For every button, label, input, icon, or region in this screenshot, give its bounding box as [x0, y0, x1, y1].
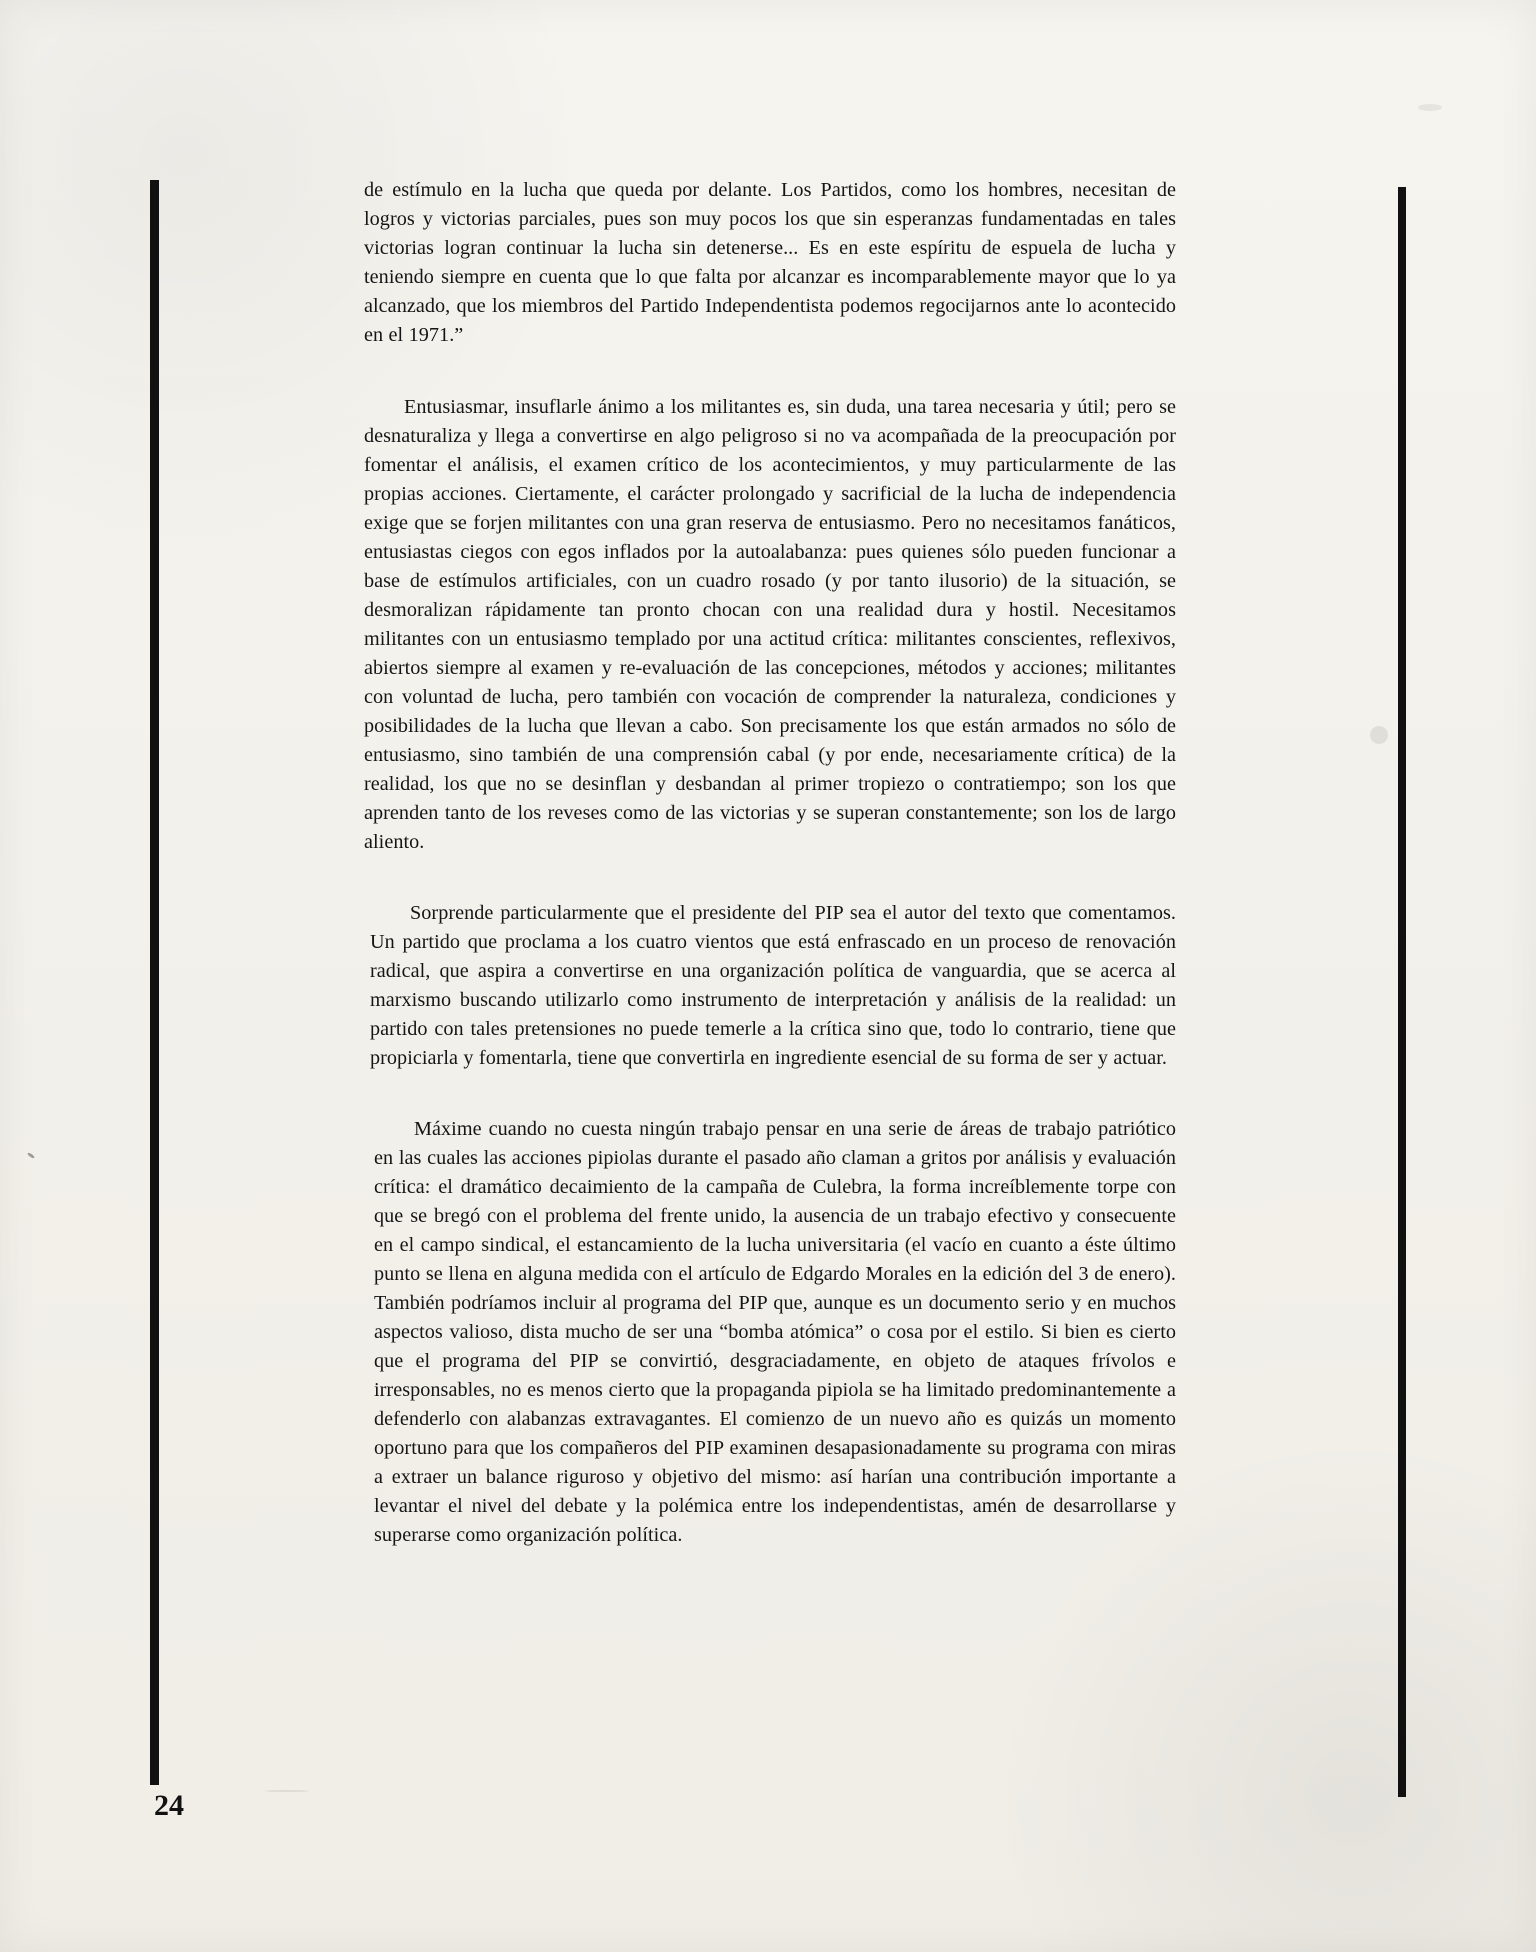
- paragraph-4: Máxime cuando no cuesta ningún trabajo pensar en una serie de áreas de trabajo patriótico en las cuales las acciones pipiolas durante el pasado año claman a gritos por análisis y evaluación crítica: el dramático decaimiento de la campaña de Culebra, la forma increíblemente torpe con que se bregó con el problema del frente unido, la ausencia de un trabajo efectivo y consecuente en el campo sindical, el estancamiento de la lucha universitaria (el vacío en cuanto a éste último punto se llena en alguna medida con el artículo de Edgardo Morales en la edición del 3 de enero). También podríamos incluir al programa del PIP que, aunque es un documento serio y en muchos aspectos valioso, dista mucho de ser una “bomba atómica” o cosa por el estilo. Si bien es cierto que el programa del PIP se convirtió, desgraciadamente, en objeto de ataques frívolos e irresponsables, no es menos cierto que la propaganda pipiola se ha limitado predominantemente a defenderlo con alabanzas extravagantes. El comienzo de un nuevo año es quizás un momento oportuno para que los compañeros del PIP examinen desapasionadamente su programa con miras a extraer un balance riguroso y objetivo del mismo: así harían una contribución importante a levantar el nivel del debate y la polémica entre los independentistas, amén de desarrollarse y superarse como organización política.: [374, 1118, 1176, 1546]
- scan-speck: [1370, 726, 1388, 744]
- paragraph-3: Sorprende particularmente que el presidente del PIP sea el autor del texto que comentamos. Un partido que proclama a los cuatro vientos que está enfrascado en un proceso de renovación radical, que aspira a convertirse en una organización política de vanguardia, que se acerca al marxismo buscando utilizarlo como instrumento de interpretación y análisis de la realidad: un partido con tales pretensiones no puede temerle a la crítica sino que, todo lo contrario, tiene que propiciarla y fomentarla, tiene que convertirla en ingrediente esencial de su forma de ser y actuar.: [370, 902, 1176, 1069]
- scan-speck: [27, 1152, 35, 1159]
- article-body: [364, 176, 1176, 1550]
- page-number: 24: [154, 1789, 184, 1822]
- left-vertical-rule: [150, 180, 159, 1785]
- right-vertical-rule: [1398, 187, 1406, 1797]
- scan-speck: [265, 1790, 309, 1792]
- scan-speck: [1418, 104, 1442, 111]
- paragraph-1: de estímulo en la lucha que queda por delante. Los Partidos, como los hombres, necesitan de logros y victorias parciales, pues son muy pocos los que sin esperanzas fundamentadas en tales victorias logran continuar la lucha sin detenerse... Es en este espíritu de espuela de lucha y teniendo siempre en cuenta que lo que falta por alcanzar es incomparablemente mayor que lo ya alcanzado, que los miembros del Partido Independentista podemos regocijarnos ante lo acontecido en el 1971.”: [364, 179, 1176, 346]
- paragraph-2: Entusiasmar, insuflarle ánimo a los militantes es, sin duda, una tarea necesaria y útil; pero se desnaturaliza y llega a convertirse en algo peligroso si no va acompañada de la preocupación por fomentar el análisis, el examen crítico de los acontecimientos, y muy particularmente de las propias acciones. Ciertamente, el carácter prolongado y sacrificial de la lucha de independencia exige que se forjen militantes con una gran reserva de entusiasmo. Pero no necesitamos fanáticos, entusiastas ciegos con egos inflados por la autoalabanza: pues quienes sólo pueden funcionar a base de estímulos artificiales, con un cuadro rosado (y por tanto ilusorio) de la situación, se desmoralizan rápidamente tan pronto chocan con una realidad dura y hostil. Necesitamos militantes con un entusiasmo templado por una actitud crítica: militantes conscientes, reflexivos, abiertos siempre al examen y re-evaluación de las concepciones, métodos y acciones; militantes con voluntad de lucha, pero también con vocación de comprender la naturaleza, condiciones y posibilidades de la lucha que llevan a cabo. Son precisamente los que están armados no sólo de entusiasmo, sino también de una comprensión cabal (y por ende, necesariamente crítica) de la realidad, los que no se desinflan y desbandan al primer tropiezo o contratiempo; son los que aprenden tanto de los reveses como de las victorias y se superan constantemente; son los de largo aliento.: [364, 396, 1176, 853]
